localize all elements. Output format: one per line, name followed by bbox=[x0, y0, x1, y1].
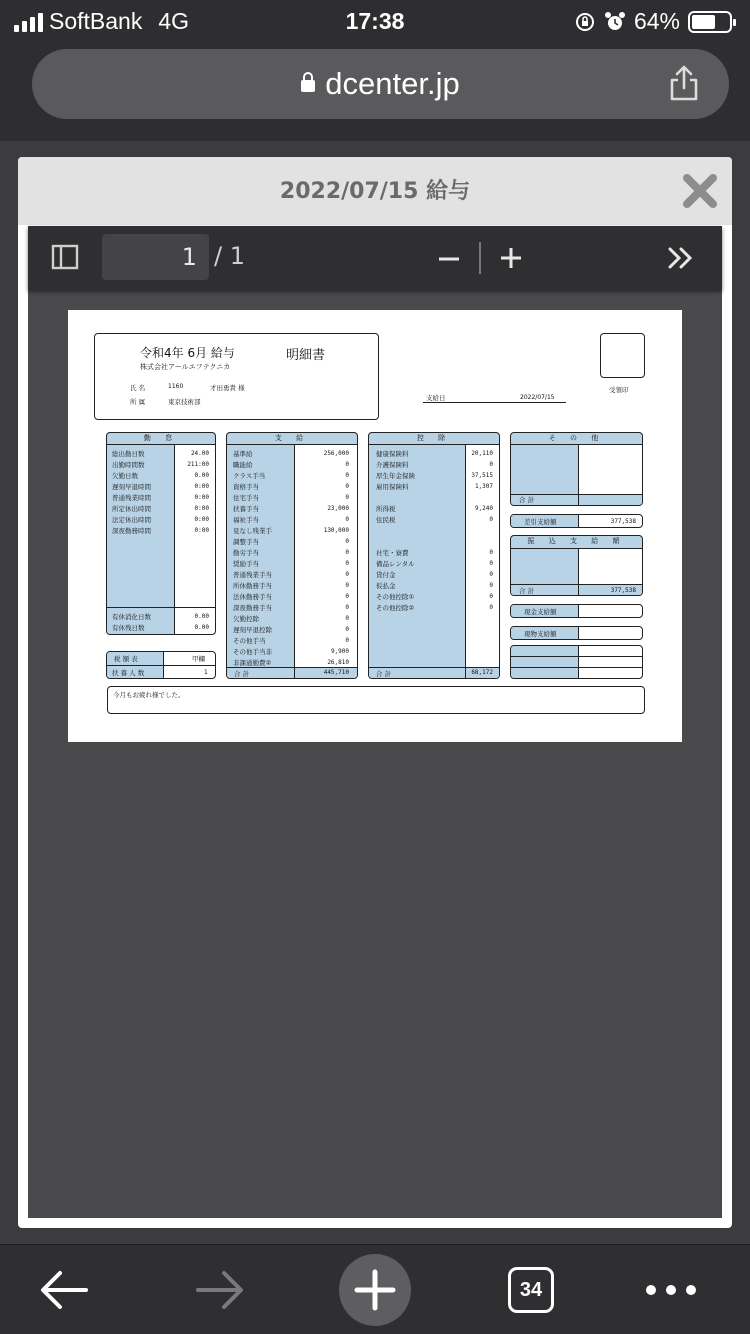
attendance-row-label: 普通残業時間 bbox=[112, 494, 151, 502]
payment-row-value: 0 bbox=[345, 604, 349, 611]
payment-row-value: 23,000 bbox=[327, 505, 349, 512]
remarks-box bbox=[107, 686, 645, 714]
attendance-row-label: 所定休出時間 bbox=[112, 505, 151, 513]
more-icon[interactable] bbox=[643, 1280, 699, 1300]
payment-row-value: 0 bbox=[345, 494, 349, 501]
plus-icon bbox=[353, 1268, 397, 1312]
attendance-row-label: 有休残日数 bbox=[112, 624, 145, 632]
deduction-row-label: 雇用保険料 bbox=[376, 483, 409, 491]
payment-row-label: クラス手当 bbox=[233, 472, 266, 480]
payslip-header-box bbox=[94, 333, 379, 420]
zoom-out-icon[interactable] bbox=[436, 248, 462, 270]
remarks-text: 今月もお疲れ様でした。 bbox=[113, 691, 185, 699]
url-text: dcenter.jp bbox=[325, 66, 460, 101]
attendance-row-value: 0:00 bbox=[194, 505, 209, 512]
share-icon[interactable] bbox=[667, 64, 701, 102]
alarm-icon bbox=[604, 11, 626, 33]
deduction-row-label: 住民税 bbox=[376, 516, 396, 524]
sidebar-toggle-icon[interactable] bbox=[51, 243, 79, 271]
payment-row-label: その他手当 bbox=[233, 637, 266, 645]
tax-table-label: 税 額 表 bbox=[114, 655, 138, 663]
deduction-row-value: 1,307 bbox=[474, 483, 493, 490]
lock-icon bbox=[301, 80, 315, 92]
page-number-input[interactable]: 1 bbox=[102, 234, 209, 280]
payment-row-label: 遅刻早退控除 bbox=[233, 626, 272, 634]
attendance-row-value: 0:00 bbox=[194, 494, 209, 501]
deduction-row-label: 仮払金 bbox=[376, 582, 396, 590]
deduction-row-label: 健康保険料 bbox=[376, 450, 409, 458]
attendance-row-value: 211:00 bbox=[187, 461, 209, 468]
status-bar bbox=[0, 0, 750, 42]
payment-row-value: 0 bbox=[345, 483, 349, 490]
new-tab-button[interactable] bbox=[339, 1254, 411, 1326]
deductions-total: 68,172 bbox=[471, 669, 493, 676]
transfer-total: 377,538 bbox=[610, 587, 636, 594]
deduction-row-value: 0 bbox=[489, 516, 493, 523]
deductions-total-label: 合 計 bbox=[376, 670, 392, 678]
payslip-title: 令和4年 6月 給与 bbox=[140, 346, 235, 360]
payment-row-value: 0 bbox=[345, 593, 349, 600]
page-total: / 1 bbox=[214, 242, 245, 270]
back-arrow-icon[interactable] bbox=[38, 1268, 90, 1312]
attendance-row-value: 24.00 bbox=[190, 450, 209, 457]
orientation-lock-icon bbox=[574, 11, 596, 33]
attendance-row-value: 0.00 bbox=[194, 613, 209, 620]
payslip-title-kind: 明細書 bbox=[286, 348, 326, 363]
dependents-value: 1 bbox=[204, 669, 208, 676]
payment-row-label: 基準給 bbox=[233, 450, 253, 458]
goods-pay-label: 現物支給額 bbox=[524, 630, 557, 638]
forward-arrow-icon[interactable] bbox=[194, 1268, 246, 1312]
payment-row-value: 0 bbox=[345, 538, 349, 545]
employee-name: 才田勇貴 様 bbox=[210, 384, 245, 392]
deduction-row-value: 0 bbox=[489, 571, 493, 578]
payslip-page bbox=[68, 310, 682, 742]
other-total-label: 合 計 bbox=[519, 496, 535, 504]
carrier-name: SoftBank bbox=[49, 8, 143, 34]
department: 東京技術部 bbox=[168, 398, 201, 406]
payment-row-label: 所休勤務手当 bbox=[233, 582, 272, 590]
payment-row-value: 0 bbox=[345, 549, 349, 556]
payments-header: 支 給 bbox=[226, 432, 358, 445]
attendance-row-value: 0:00 bbox=[194, 516, 209, 523]
transfer-header: 振 込 支 給 額 bbox=[510, 535, 643, 549]
address-bar[interactable] bbox=[32, 49, 729, 119]
payment-row-value: 26,810 bbox=[327, 659, 349, 666]
payment-row-label: 見なし残業手 bbox=[233, 527, 272, 535]
payment-row-label: 奨励手当 bbox=[233, 560, 259, 568]
payment-row-value: 0 bbox=[345, 472, 349, 479]
attendance-row-label: 有休消化日数 bbox=[112, 613, 151, 621]
tab-count-button[interactable]: 34 bbox=[508, 1267, 554, 1313]
deduction-row-label: 介護保険料 bbox=[376, 461, 409, 469]
modal-title: 2022/07/15 給与 bbox=[18, 157, 732, 225]
dependents-label: 扶 養 人 数 bbox=[112, 669, 145, 677]
deduction-row-value: 20,110 bbox=[471, 450, 493, 457]
deduction-row-label: 所得税 bbox=[376, 505, 396, 513]
pay-date-underline bbox=[423, 402, 566, 403]
attendance-row-label: 法定休出時間 bbox=[112, 516, 151, 524]
cash-pay-label: 現金支給額 bbox=[524, 608, 557, 616]
payments-total: 445,710 bbox=[323, 669, 349, 676]
battery-percent: 64% bbox=[633, 8, 680, 34]
seal-box bbox=[600, 333, 645, 378]
seal-label: 受領印 bbox=[609, 386, 629, 394]
payment-row-label: 非課通勤費② bbox=[233, 659, 272, 667]
deductions-header: 控 除 bbox=[368, 432, 500, 445]
payment-row-value: 0 bbox=[345, 582, 349, 589]
attendance-row-label: 欠勤日数 bbox=[112, 472, 138, 480]
deduction-row-label: 社宅・寮費 bbox=[376, 549, 409, 557]
deduction-row-label: その他控除② bbox=[376, 604, 415, 612]
attendance-row-value: 0.00 bbox=[194, 472, 209, 479]
other-header: そ の 他 bbox=[510, 432, 643, 445]
payment-row-value: 0 bbox=[345, 461, 349, 468]
payment-row-value: 130,000 bbox=[323, 527, 349, 534]
payment-row-label: 欠勤控除 bbox=[233, 615, 259, 623]
toolbar-separator bbox=[479, 242, 481, 274]
attendance-row-value: 0:00 bbox=[194, 527, 209, 534]
payment-row-label: 深夜勤務手当 bbox=[233, 604, 272, 612]
attendance-row-label: 深夜勤務時間 bbox=[112, 527, 151, 535]
tax-table-value: 甲欄 bbox=[192, 655, 205, 663]
deduction-row-value: 0 bbox=[489, 604, 493, 611]
payment-row-label: 住宅手当 bbox=[233, 494, 259, 502]
payment-row-label: 普通残業手当 bbox=[233, 571, 272, 579]
payment-row-label: 福祉手当 bbox=[233, 516, 259, 524]
payment-row-value: 9,900 bbox=[330, 648, 349, 655]
deduction-row-value: 0 bbox=[489, 582, 493, 589]
deduction-row-value: 0 bbox=[489, 560, 493, 567]
dept-label: 所 属 bbox=[130, 398, 146, 406]
deduction-row-value: 0 bbox=[489, 593, 493, 600]
payment-row-value: 256,000 bbox=[323, 450, 349, 457]
name-label: 氏 名 bbox=[130, 384, 146, 392]
pay-date: 2022/07/15 bbox=[520, 394, 555, 401]
payment-row-label: 勤労手当 bbox=[233, 549, 259, 557]
deduction-row-label: 厚生年金保険 bbox=[376, 472, 415, 480]
extra-box bbox=[510, 645, 643, 679]
company-name: 株式会社アールエフテクニカ bbox=[140, 363, 231, 371]
payment-row-value: 0 bbox=[345, 571, 349, 578]
deduction-row-label: その他控除① bbox=[376, 593, 415, 601]
double-chevron-right-icon[interactable] bbox=[666, 245, 696, 271]
payment-row-value: 0 bbox=[345, 516, 349, 523]
deduction-row-value: 37,515 bbox=[471, 472, 493, 479]
deduction-row-value: 9,240 bbox=[474, 505, 493, 512]
payment-row-label: 職能給 bbox=[233, 461, 253, 469]
payments-total-label: 合 計 bbox=[234, 670, 250, 678]
payment-row-label: その他手当非 bbox=[233, 648, 272, 656]
attendance-row-value: 0.00 bbox=[194, 624, 209, 631]
payment-row-label: 資格手当 bbox=[233, 483, 259, 491]
attendance-header: 勤 怠 bbox=[106, 432, 216, 445]
payment-row-value: 0 bbox=[345, 560, 349, 567]
net-pay-value: 377,538 bbox=[610, 518, 636, 525]
payment-row-value: 0 bbox=[345, 637, 349, 644]
attendance-row-label: 出勤時間数 bbox=[112, 461, 145, 469]
battery-icon bbox=[688, 11, 732, 33]
zoom-in-icon[interactable] bbox=[498, 245, 524, 271]
attendance-row-label: 総出勤日数 bbox=[112, 450, 145, 458]
deduction-row-value: 0 bbox=[489, 549, 493, 556]
payment-row-label: 調整手当 bbox=[233, 538, 259, 546]
payment-row-label: 扶養手当 bbox=[233, 505, 259, 513]
transfer-total-label: 合 計 bbox=[519, 587, 535, 595]
pay-date-label: 支給日 bbox=[426, 394, 446, 402]
employee-number: 1160 bbox=[168, 383, 184, 390]
deduction-row-label: 貸付金 bbox=[376, 571, 396, 579]
attendance-row-value: 0:00 bbox=[194, 483, 209, 490]
deduction-row-value: 0 bbox=[489, 461, 493, 468]
clock: 17:38 bbox=[345, 8, 405, 34]
attendance-row-label: 遅刻早退時間 bbox=[112, 483, 151, 491]
network-type: 4G bbox=[158, 8, 190, 34]
payment-row-value: 0 bbox=[345, 626, 349, 633]
deduction-row-label: 備品レンタル bbox=[376, 560, 415, 568]
payment-row-label: 法休勤務手当 bbox=[233, 593, 272, 601]
close-icon[interactable] bbox=[680, 171, 720, 211]
payment-row-value: 0 bbox=[345, 615, 349, 622]
net-pay-label: 差引支給額 bbox=[524, 518, 557, 526]
